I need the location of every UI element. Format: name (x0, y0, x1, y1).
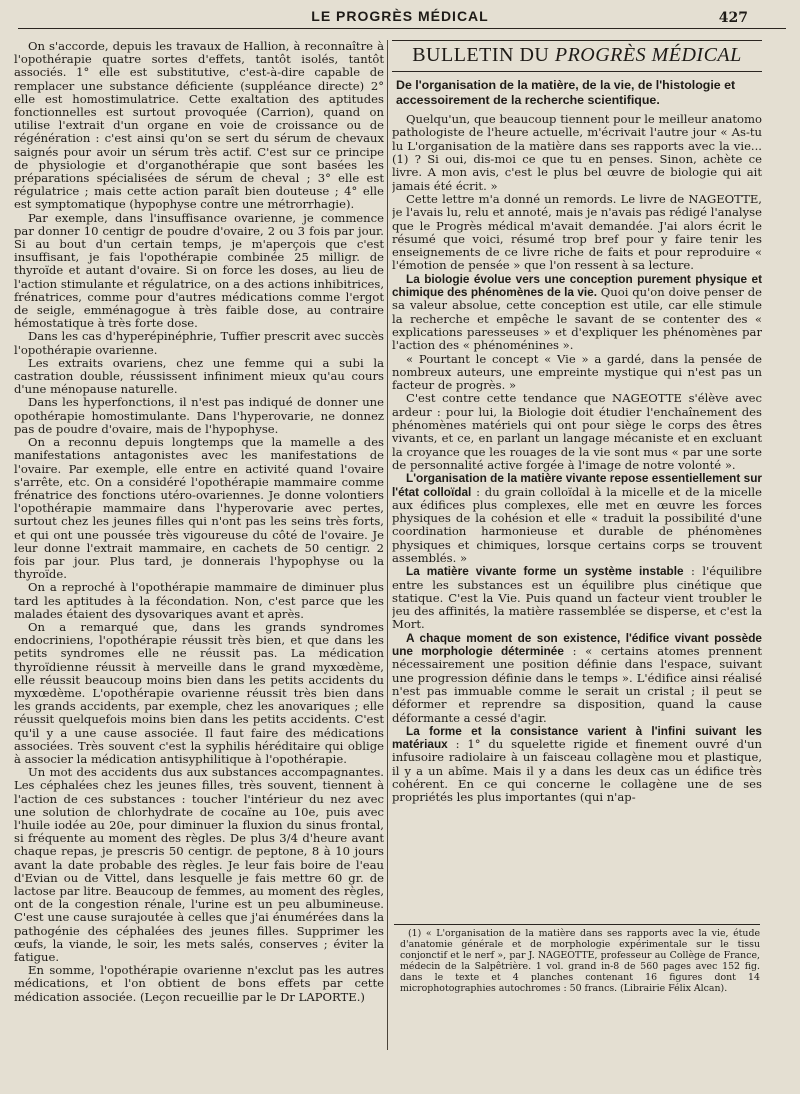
paragraph-lead: L'organisation de la matière vivante repose essentiellement sur l'état colloïdal (392, 471, 762, 499)
bulletin-title-prefix: BULLETIN DU (412, 44, 550, 66)
bulletin-title-journal: PROGRÈS MÉDICAL (554, 44, 742, 66)
paragraph: Dans les hyperfonctions, il n'est pas indiqué de donner une opothérapie homostimulante. Dans l'hyperovarie, ne donnez pas de poudre d'ovaire, mais de l'hypophyse. (14, 395, 384, 436)
paragraph-text: Quelqu'un, que beaucoup tiennent pour le meilleur anatomo pathologiste de l'heure actuelle, m'écrivait l'autre jour « As-tu lu L'organisation de la matière dans ses rapports avec la vie... (1) ? Si oui, dis-moi ce que tu en penses. Sinon, achète ce livre. A mon avis, c'est le plus bel œuvre de biologie qui ait jamais été écrit. » (392, 112, 762, 193)
running-head (0, 6, 800, 28)
footnote: (1) « L'organisation de la matière dans ses rapports avec la vie, étude d'anatomie générale et de morphologie expérimentale sur le tissu conjonctif et le nerf », par J. NAGEOTTE, professeur au Collège de France, médecin de la Salpêtrière. 1 vol. grand in-8 de 560 pages avec 152 fig. dans le texte et 4 planches contenant 16 figures dont 14 microphotographies autochromes : 50 francs. (Librairie Félix Alcan). (400, 928, 760, 994)
paragraph-lead: La matière vivante forme un système instable (406, 564, 684, 579)
paragraph-lead: La forme et la consistance varient à l'infini suivant les matériaux (392, 723, 762, 752)
header-rule (18, 28, 786, 29)
right-column (392, 40, 762, 920)
paragraph (392, 273, 762, 353)
paragraph: On s'accorde, depuis les travaux de Hallion, à reconnaître à l'opothérapie quatre sortes d'effets, tantôt isolés, tantôt associés. 1° elle est substitutive, c'est-à-dire capable de remplacer une substance déficiente (suppléance directe) 2° elle est homostimulatrice. Cette exaltation des aptitudes fonctionnelles est surtout provoquée (Carrion), quand on utilise l'extrait d'un organe en voie de croissance ou de régénération : c'est ainsi qu'on se sert du sérum de chevaux saignés pour avoir un sérum très actif. C'est sur ce principe de physiologie et d'organothérapie que sont basées les préparations spécialisées de sérum de cheval ; 3° elle est régulatrice ; mais cette action paraît bien douteuse ; 4° elle est symptomatique (hypophyse contre une métrorrhagie). (14, 40, 384, 212)
column-divider (387, 40, 388, 1050)
paragraph: Les extraits ovariens, chez une femme qui a subi la castration double, réussissent infiniment mieux qu'au cours d'une ménopause naturelle. (14, 355, 384, 397)
page-number: 427 (718, 10, 748, 26)
paragraph-lead: A chaque moment de son existence, l'édifice vivant possède une morphologie déterminée (392, 630, 762, 659)
article-title: De l'organisation de la matière, de la vie, de l'histologie et accessoirement de la recherche scientifique. (396, 78, 736, 107)
paragraph: Par exemple, dans l'insuffisance ovarienne, je commence par donner 10 centigr de poudre d'ovaire, 2 ou 3 fois par jour. Si au bout d'un certain temps, je m'aperçois que c'est insuffisant, je fais l'opothérapie combinée 25 milligr. de thyroïde et autant d'ovaire. Si on force les doses, au lieu de l'action stimulante et régulatrice, on a des actions inhibitrices, frénatrices, comme pour d'autres médications comme l'ergot de seigle, emménagogue à très faible dose, au contraire hémostatique à très forte dose. (14, 210, 384, 331)
paragraph: On a reconnu depuis longtemps que la mamelle a des manifestations antagonistes avec les manifestations de l'ovaire. Par exemple, elle entre en activité quand l'ovaire s'arrête, etc. On a considéré l'opothérapie mammaire comme frénatrice des fonctions utéro-ovariennes. Je donne volontiers l'opothérapie mammaire dans l'hyperovarie avec pertes, surtout chez les jeunes filles qui n'ont pas les seins très forts, et qui ont une poussée très vigoureuse du côté de l'ovaire. Je leur donne l'extrait mammaire, en cachets de 50 centigr. 2 fois par jour. Plus tard, je donnerais l'hypophyse ou la thyroïde. (14, 435, 384, 582)
paragraph (392, 565, 762, 631)
paragraph (392, 472, 762, 565)
journal-title: LE PROGRÈS MÉDICAL (311, 8, 489, 24)
paragraph (392, 632, 762, 725)
paragraph (392, 193, 762, 273)
paragraph: En somme, l'opothérapie ovarienne n'exclut pas les autres médications, et l'on obtient de bons effets par cette médication associée. (Leçon recueillie par le Dr LAPORTE.) (14, 963, 384, 1004)
paragraph-text: : « certains atomes prennent nécessairement une position définie dans l'espace, suivant une progression définie dans le temps ». L'édifice ainsi réalisé n'est pas immuable comme le serait un cristal ; il peut se déformer et reprendre sa disposition, quand la cause déformante a cessé d'agir. (392, 644, 762, 725)
bulletin-heading (392, 40, 762, 72)
paragraph-text: C'est contre cette tendance que NAGEOTTE s'élève avec ardeur : pour lui, la Biologie doit étudier l'enchaînement des phénomènes matériels qui ont pour siège le corps des êtres vivants, et ce, en parlant un langage mécaniste et en excluant la croyance que les rouages de la vie sont mus « par une sorte de personnalité active forgée à l'image de notre volonté ». (392, 391, 762, 472)
paragraph-lead: La biologie évolue vers une conception purement physique et chimique des phénomènes de la vie. (392, 271, 762, 300)
paragraph (392, 353, 762, 393)
footnote-rule (394, 924, 760, 925)
paragraph: On a reproché à l'opothérapie mammaire de diminuer plus tard les aptitudes à la fécondation. Non, c'est parce que les malades étaient des dysovariques avant et après. (14, 580, 384, 621)
paragraph (392, 113, 762, 193)
paragraph-text: : l'équilibre entre les substances est un équilibre plus cinétique que statique. C'est la Vie. Puis quand un facteur vient troubler le jeu des affinités, la matière rassemblée se disperse, et c'est la Mort. (392, 564, 762, 632)
paragraph: Dans les cas d'hyperépinéphrie, Tuffier prescrit avec succès l'opothérapie ovarienne. (14, 329, 384, 357)
paragraph-text: : 1° du squelette rigide et finement ouvré d'un infusoire radiolaire à un faisceau collagène mou et plastique, il y a un abîme. Mais il y a dans les deux cas un édifice très cohérent. En ce qui concerne le collagène une de ses propriétés les plus importantes (qui n'ap- (392, 737, 762, 805)
paragraph-text: Quoi qu'on doive penser de sa valeur absolue, cette conception est utile, car elle stimule la recherche et empêche le savant de se contenter des « explications paresseuses » et d'expliquer les phénomènes par l'action des « phénoménines ». (392, 285, 762, 353)
left-column (14, 40, 384, 1020)
paragraph (392, 392, 762, 472)
paragraph-text: Cette lettre m'a donné un remords. Le livre de NAGEOTTE, je l'avais lu, relu et annoté, mais je n'avais pas rédigé l'analyse que le Progrès médical m'avait demandée. J'ai alors écrit le résumé que voici, résumé trop bref pour y faire tenir les enseignements de ce livre riche de faits et pour reproduire « l'émotion de pensée » que l'on ressent à sa lecture. (392, 191, 762, 273)
paragraph: On a remarqué que, dans les grands syndromes endocriniens, l'opothérapie réussit très bien, et que dans les petits syndromes elle ne réussit pas. La médication thyroïdienne réussit à merveille dans le grand myxœdème, elle réussit beaucoup moins bien dans les petits accidents du myxœdème. L'opothérapie ovarienne réussit très bien dans les grands accidents, par exemple, chez les anovariques ; elle réussit quelquefois moins bien dans les petits accidents. C'est qu'il y a une cause associée. Il faut faire des médications associées. Très souvent c'est la syphilis héréditaire qui oblige à associer la médication antisyphilitique à l'opothérapie. (14, 619, 384, 766)
paragraph-text: « Pourtant le concept « Vie » a gardé, dans la pensée de nombreux auteurs, une empreinte mystique qui n'est pas un facteur de progrès. » (392, 351, 762, 393)
paragraph: Un mot des accidents dus aux substances accompagnantes. Les céphalées chez les jeunes filles, très souvent, tiennent à l'action de ces substances : toucher l'intérieur du nez avec une solution de chlorhydrate de cocaïne au 10e, puis avec l'huile iodée au 20e, pour diminuer la fluxion du sinus frontal, si fréquente au moment des règles. De plus 3/4 d'heure avant chaque repas, je prescris 50 centigr. de peptone, 8 à 10 jours avant la date probable des règles. Je leur fais boire de l'eau d'Evian ou de Vittel, dans lesquelle je fais mettre 60 gr. de lactose par litre. Beaucoup de femmes, au moment des règles, ont de la congestion rénale, l'urine est un peu albumineuse. C'est une cause surajoutée à celles que j'ai énumérées dans la pathogénie des céphalées des jeunes filles. Supprimer les œufs, la viande, le soir, les mets salés, conserves ; éviter la fatigue. (14, 765, 384, 965)
paragraph-text: : du grain colloïdal à la micelle et de la micelle aux édifices plus complexes, elle met en œuvre les forces physiques de la cohésion et elle « traduit la possibilité d'une coordination harmonieuse et durable de phénomènes physiques et chimiques, lorsque certains corps se trouvent assemblés. » (392, 484, 762, 565)
paragraph (392, 725, 762, 805)
